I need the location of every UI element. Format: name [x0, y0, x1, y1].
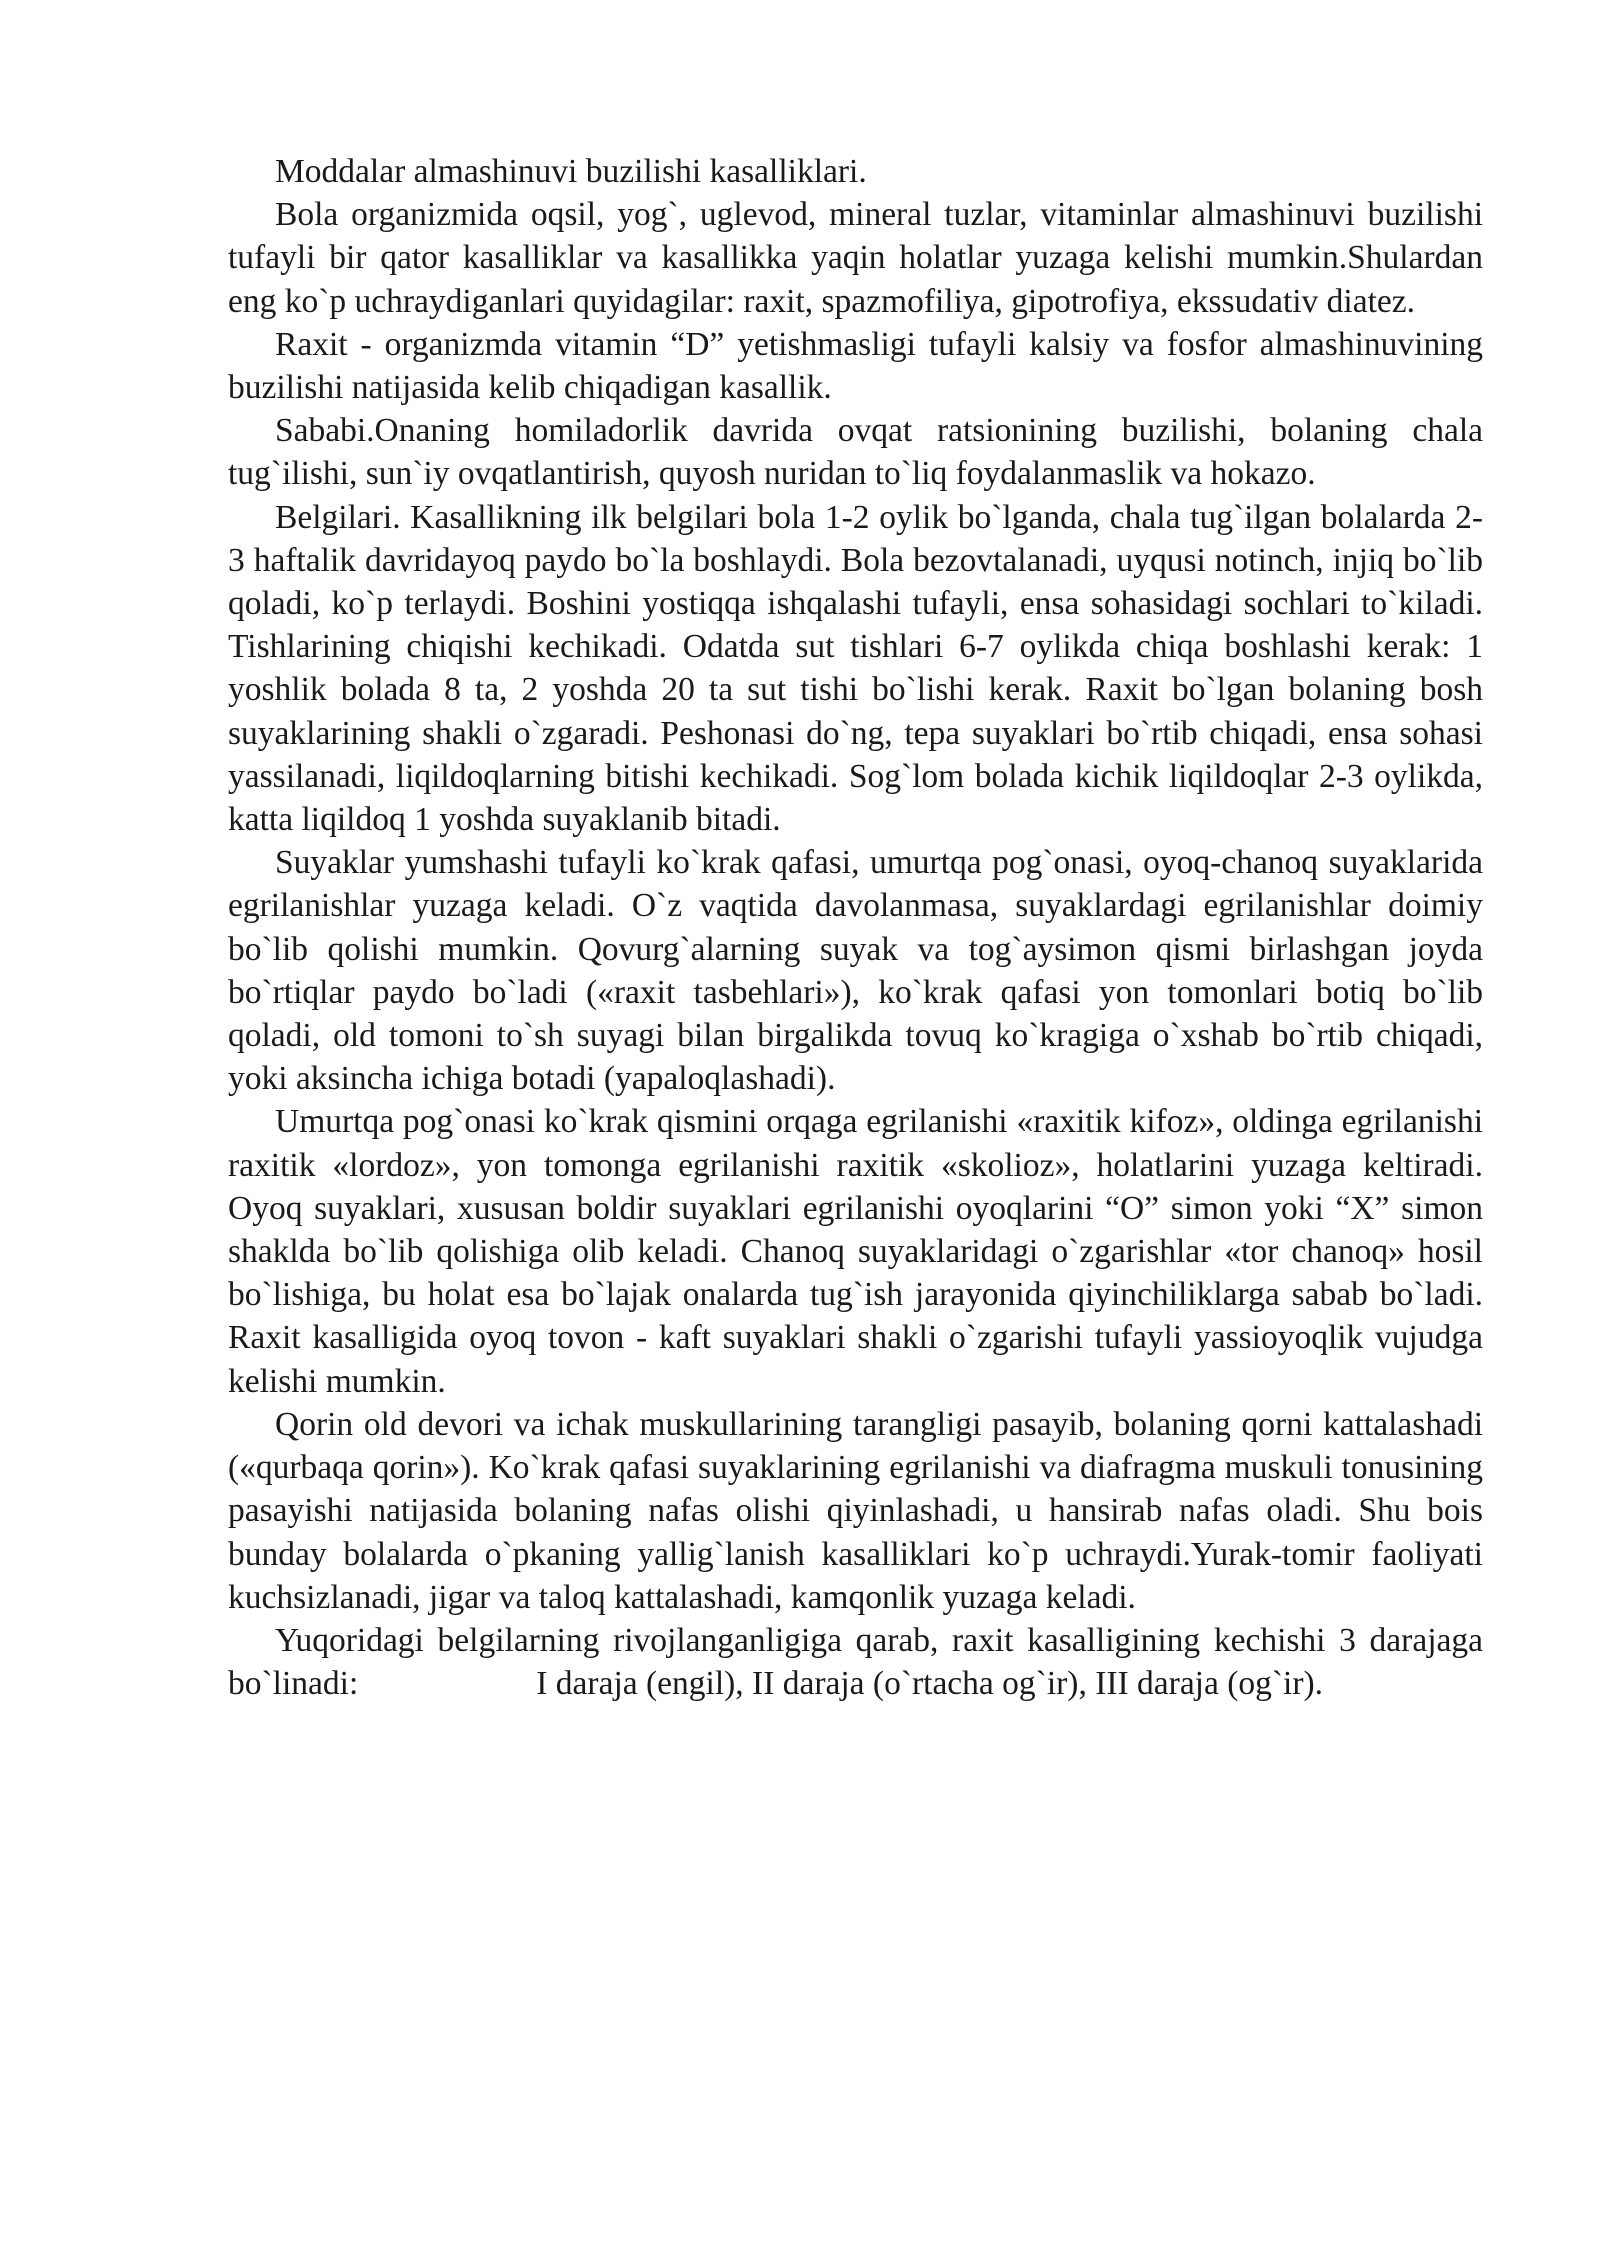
document-page: [228, 150, 1483, 1705]
document-title: Moddalar almashinuvi buzilishi kasalliklari.: [275, 153, 867, 190]
paragraph-causes: Sababi.Onaning homiladorlik davrida ovqat ratsionining buzilishi, bolaning chala tug`ilishi, sun`iy ovqatlantirish, quyosh nuridan to`liq foydalanmaslik va hokazo.: [228, 412, 1483, 493]
paragraph-symptoms: Belgilari. Kasallikning ilk belgilari bola 1-2 oylik bo`lganda, chala tug`ilgan bolalarda 2-3 haftalik davridayoq paydo bo`la boshlaydi. Bola bezovtalanadi, uyqusi notinch, injiq bo`lib qoladi, ko`p terlaydi. Boshini yostiqqa ishqalashi tufayli, ensa sohasidagi sochlari to`kiladi. Tishlarining chiqishi kechikadi. Odatda sut tishlari 6-7 oylikda chiqa boshlashi kerak: 1 yoshlik bolada 8 ta, 2 yoshda 20 ta sut tishi bo`lishi kerak. Raxit bo`lgan bolaning bosh suyaklarining shakli o`zgaradi. Peshonasi do`ng, tepa suyaklari bo`rtib chiqadi, ensa sohasi yassilanadi, liqildoqlarning bitishi kechikadi. Sog`lom bolada kichik liqildoqlar 2-3 oylikda, katta liqildoq 1 yoshda suyaklanib bitadi.: [228, 498, 1483, 839]
paragraph-abdomen-breathing: Qorin old devori va ichak muskullarining tarangligi pasayib, bolaning qorni kattalashadi («qurbaqa qorin»). Ko`krak qafasi suyaklarining egrilanishi va diafragma muskuli tonusining pasayishi natijasida bolaning nafas olishi qiyinlashadi, u hansirab nafas oladi. Shu bois bunday bolalarda o`pkaning yallig`lanish kasalliklari ko`p uchraydi.Yurak-tomir faoliyati kuchsizlanadi, jigar va taloq kattalashadi, kamqonlik yuzaga keladi.: [228, 1405, 1483, 1616]
paragraph-intro: Bola organizmida oqsil, yog`, uglevod, mineral tuzlar, vitaminlar almashinuvi buzilishi tufayli bir qator kasalliklar va kasallikka yaqin holatlar yuzaga kelishi mumkin.Shulardan eng ko`p uchraydiganlari quyidagilar: raxit, spazmofiliya, gipotrofiya, ekssudativ diatez.: [228, 196, 1483, 320]
paragraph-bone-deformities: Suyaklar yumshashi tufayli ko`krak qafasi, umurtqa pog`onasi, oyoq-chanoq suyaklarida egrilanishlar yuzaga keladi. O`z vaqtida davolanmasa, suyaklardagi egrilanishlar doimiy bo`lib qolishi mumkin. Qovurg`alarning suyak va tog`aysimon qismi birlashgan joyda bo`rtiqlar paydo bo`ladi («raxit tasbehlari»), ko`krak qafasi yon tomonlari botiq bo`lib qoladi, old tomoni to`sh suyagi bilan birgalikda tovuq ko`kragiga o`xshab bo`rtib chiqadi, yoki aksincha ichiga botadi (yapaloqlashadi).: [228, 844, 1483, 1098]
severity-levels-text: I daraja (engil), II daraja (o`rtacha og`ir), III daraja (og`ir).: [536, 1665, 1324, 1703]
paragraph-spine-deformities: Umurtqa pog`onasi ko`krak qismini orqaga egrilanishi «raxitik kifoz», oldinga egrilanishi raxitik «lordoz», yon tomonga egrilanishi raxitik «skolioz», holatlarini yuzaga keltiradi. Oyoq suyaklari, xususan boldir suyaklari egrilanishi oyoqlarini “O” simon yoki “X” simon shaklda bo`lib qolishiga olib keladi. Chanoq suyaklaridagi o`zgarishlar «tor chanoq» hosil bo`lishiga, bu holat esa bo`lajak onalarda tug`ish jarayonida qiyinchiliklarga sabab bo`ladi. Raxit kasalligida oyoq tovon - kaft suyaklari shakli o`zgarishi tufayli yassioyoqlik vujudga kelishi mumkin.: [228, 1103, 1483, 1400]
paragraph-severity-degrees: [228, 1619, 1483, 1705]
severity-intro-text: Yuqoridagi belgilarning rivojlanganligiga qarab, raxit kasalligining kechishi 3 darajaga bo`linadi:: [228, 1621, 1483, 1703]
paragraph-raxit-definition: Raxit - organizmda vitamin “D” yetishmasligi tufayli kalsiy va fosfor almashinuvining buzilishi natijasida kelib chiqadigan kasallik.: [228, 325, 1483, 407]
